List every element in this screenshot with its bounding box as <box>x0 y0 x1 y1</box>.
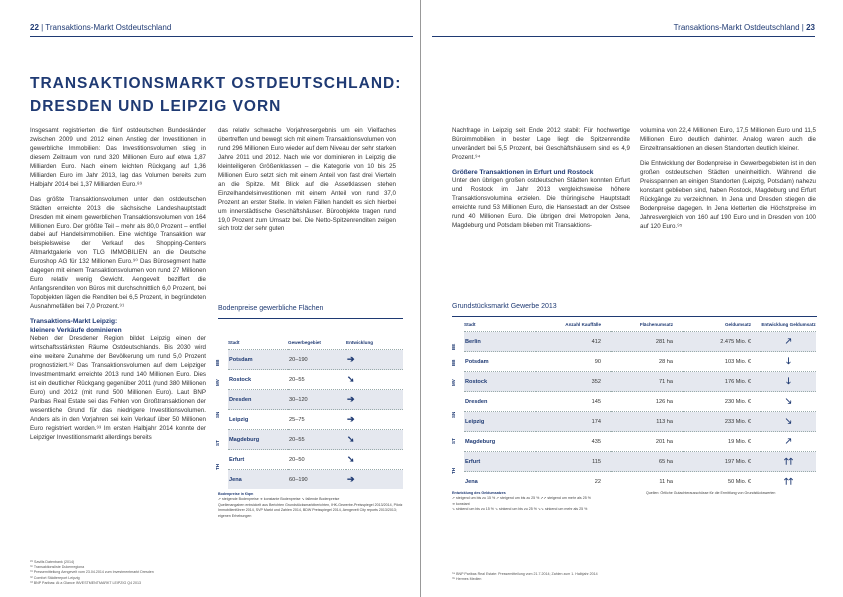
state-label: SN <box>215 411 220 418</box>
footnote: ⁹² Comfort Städtereport Leipzig <box>30 575 80 580</box>
footnote: ⁹³ BNP Paribas: At a Glance INVESTMENTMARKT LEIPZIG Q4 2013 <box>30 580 142 585</box>
paragraph: Das größte Transaktionsvolumen unter den ostdeutschen Städten erreichte 2013 die sächsische Landeshauptstadt Dresden mit einem gewerblichen Transaktionsvolumen von 164 Millionen Euro. Der größte Teil – mehr als 80,0 Prozent – entfiel dabei auf Handelsimmobilien. Eine wichtige Transaktion war beispielsweise der Verkauf des Shopping-Centers Altmarktgalerie von TLG IMMOBILIEN an die Deutsche Euroshop AG für 132 Millionen Euro.⁹⁰ Das Bürosegment hatte dagegen mit einem Transaktionsvolumen von rund 27 Millionen Euro relativ wenig Gewicht. Aengevelt beziffert die Anfangsrenditen von Büros mit durchschnittlich 6,0 Prozent, bei Topobjekten lägen die Renditen bei 6,5 Prozent, in begründeten Ausnahmefällen bei 7,0 Prozent.⁹¹ <box>30 195 206 311</box>
legend-line: ➚ steigend um bis zu 15 % ➚ steigend um bis zu 25 % ➚➚ steigend um mehr als 25 % <box>452 496 591 501</box>
state-label: BE <box>451 343 456 350</box>
footnotes <box>452 572 652 582</box>
page-title <box>30 72 410 118</box>
paragraph: Nachfrage in Leipzig seit Ende 2012 stabil: Für hochwertige Büroimmobilien in bester Lage liegt die Spitzenrendite unverändert bei 5,5 Prozent, bei Geschäftshäusern sind es 4,9 Prozent.⁹⁴ <box>452 127 630 161</box>
table-row: Berlin 412 281 ha 2.475 Mio. € 🡕 <box>464 332 816 352</box>
trend-arrow-icon: 🡑🡑 <box>783 456 794 466</box>
trend-arrow-icon: 🡖 <box>785 416 792 426</box>
legend-title: Bodenpreise in €/qm <box>218 492 254 496</box>
right-header-title: Transaktions-Markt Ostdeutschland <box>673 23 800 32</box>
col-header: Gewerbegebiet <box>288 340 321 345</box>
table-row: Rostock 20–55 ➘ <box>228 370 403 390</box>
subheading: Transaktions-Markt Leipzig: kleinere Verkäufe dominieren <box>30 318 122 334</box>
paragraph: Neben der Dresdener Region bildet Leipzig einen der wirtschaftsstärksten Räume Ostdeutschlands. Bis 2030 wird eine weitere Zunahme der Bevölkerung um rund 5,0 Prozent prognostiziert.⁹² Das Transaktionsvolumen auf dem Leipziger Investmentmarkt erreichte 2013 rund 140 Millionen Euro. Dies ist ein deutlicher Rückgang gegenüber 2011 (rund 380 Millionen Euro) und 2012 (mit rund 500 Millionen Euro). Laut BNP Paribas Real Estate sei das Fehlen von Großtransaktionen der wesentliche Grund für das niedrigere Investitionsvolumen. Anders als in den Vorjahren sei kein Verkauf über 50 Millionen Euro registriert worden.⁹³ Im ersten Halbjahr 2014 konnte der Leipziger Investitionsmarkt allerdings bereits <box>30 335 206 441</box>
state-label: MV <box>451 379 456 386</box>
table-row: Rostock 352 71 ha 176 Mio. € 🡓 <box>464 372 816 392</box>
right-column-1 <box>452 127 630 237</box>
table-row: Magdeburg 435 201 ha 19 Mio. € 🡕 <box>464 432 816 452</box>
trend-arrow-icon: 🡓 <box>786 376 791 386</box>
col-header: Flächenumsatz <box>639 322 673 327</box>
paragraph: Die Entwicklung der Bodenpreise in Gewerbegebieten ist in den großen ostdeutschen Städten uneinheitlich. Während die Preisspannen an einigen Standorten (Leipzig, Potsdam) nahezu konstant geblieben sind, haben Rostock, Magdeburg und Erfurt Rückgänge zu verzeichnen. In Jena und Dresden stiegen die Bodenpreise dagegen. In Jena kletterten die Höchstpreise im Jahresvergleich von 160 auf 190 Euro und in Dresden von 100 auf 120 Euro.⁹⁵ <box>640 159 816 230</box>
legend-items: ➚ steigende Bodenpreise ➔ konstante Bodenpreise ➘ fallende Bodenpreise <box>218 497 340 502</box>
footnotes <box>30 560 210 586</box>
table-row: Potsdam 90 28 ha 103 Mio. € 🡓 <box>464 352 816 372</box>
state-label: SN <box>451 411 456 418</box>
table-rule <box>452 316 817 317</box>
table-row: Leipzig 174 113 ha 233 Mio. € 🡖 <box>464 412 816 432</box>
trend-arrow-icon: 🡕 <box>785 336 792 346</box>
trend-arrow-icon: ➘ <box>347 434 355 444</box>
left-header-title: Transaktions-Markt Ostdeutschland <box>45 23 172 32</box>
paragraph: das relativ schwache Vorjahresergebnis um ein Vielfaches übertreffen und bewegt sich mit einem Transaktionsvolumen von rund 296 Millionen Euro wieder auf dem Niveau der sehr starken Jahre 2011 und 2012. Nach wie vor dominieren in Leipzig die kleinteiligeren Größenklassen – die Kategorie von 10 bis 25 Millionen Euro setzt sich mit einem Anteil von fast drei Vierteln an die Spitze. Mit Blick auf die Assetklassen stehen Einzelhandelsinvestitionen mit einem Anteil von rund 37,0 Prozent an erster Stelle. In vielen Fällen handelt es sich hierbei um innerstädtische Geschäftshäuser. Büroobjekte tragen rund 19,0 Prozent zum Umsatz bei. Die Netto-Spitzenrenditen zeigen sich trotz der sehr guten <box>218 127 396 233</box>
left-running-header: 22 | Transaktions-Markt Ostdeutschland <box>30 23 172 32</box>
table-source: Quellen: Örtliche Gutachterausschüsse für die Ermittlung von Grundstückswerten <box>646 491 776 495</box>
state-label: BB <box>451 359 456 366</box>
trend-arrow-icon: ➔ <box>347 414 355 424</box>
footnote: ⁸⁹ Savills Datenbank (2014) <box>30 560 75 564</box>
trend-arrow-icon: ➘ <box>347 374 355 384</box>
col-header: Stadt <box>464 322 476 327</box>
right-column-2 <box>640 127 816 237</box>
right-page <box>422 0 843 597</box>
table-source: Quellenangaben entwickelt aus Berichten Grundstücksmarktberichten, IHK-Gewerbe-Preisspiegel 2013/2014, Pilotz Immobilienführer 2014, SVP Markt und Zahlen 2014, BDW Preisspiegel 2014, Aengevelt City reports 2013/2013; eigenen Erhebungen <box>218 502 403 518</box>
footnote: ⁹⁴ BNP Paribas Real Estate: Pressemitteilung vom 21.7.2014; Zahlen zum 1. Halbjahr 2014 <box>452 572 598 576</box>
table-row: Potsdam 20–190 ➔ <box>228 350 403 370</box>
title-line-2: DRESDEN UND LEIPZIG VORN <box>30 98 282 115</box>
left-header-rule <box>30 36 413 37</box>
right-header-rule <box>432 36 815 37</box>
table-row: Dresden 145 126 ha 230 Mio. € 🡖 <box>464 392 816 412</box>
trend-arrow-icon: ➔ <box>347 354 355 364</box>
left-page <box>0 0 421 597</box>
paragraph: Insgesamt registrierten die fünf ostdeutschen Bundesländer zwischen 2009 und 2012 einen Anstieg der Investitionen in gewerbliche Immobilien: Das Investitionsvolumen stieg in diesem Zeitraum von rund 320 Millionen Euro auf etwa 1,87 Milliarden Euro. Nach einem leichten Rückgang auf 1,36 Milliarden Euro im Jahr 2013, lag das Volumen bereits zum Halbjahr 2014 bei 1,37 Milliarden Euro.⁸⁹ <box>30 127 206 188</box>
footnote: ⁹¹ Pressemitteilung Aengevelt vom 23.04.2014 zum Investmentmarkt Dresden <box>30 570 154 575</box>
col-header: Entwicklung <box>346 340 374 345</box>
paragraph: Unter den übrigen großen ostdeutschen Städten konnten Erfurt und Rostock im Jahr 2013 vergleichsweise höhere Transaktionsvolumina erzielen. Die thüringische Hauptstadt erreichte rund 53 Millionen Euro, die Hansestadt an der Ostsee rund 40 Millionen Euro. Die übrigen drei Metropolen Jena, Magdeburg und Potsdam blieben mit Transaktions- <box>452 177 630 230</box>
right-page-number: 23 <box>806 23 815 32</box>
footnote: ⁹⁰ Transaktionsliste Dukenregiona <box>30 565 85 570</box>
table-row: Jena 60–190 ➔ <box>228 470 403 490</box>
land-market-table <box>464 322 816 491</box>
land-prices-table <box>228 340 403 489</box>
trend-arrow-icon: ➔ <box>347 394 355 404</box>
table-row: Erfurt 20–50 ➘ <box>228 450 403 470</box>
left-page-number: 22 <box>30 23 39 32</box>
col-header: Geldumsatz <box>724 322 751 327</box>
legend-line: ➔ konstant <box>452 501 470 506</box>
right-running-header: Transaktions-Markt Ostdeutschland | 23 <box>673 23 815 32</box>
table-rule <box>218 318 403 319</box>
land-prices-table-title: Bodenpreise gewerbliche Flächen <box>218 305 324 312</box>
land-market-table-title: Grundstücksmarkt Gewerbe 2013 <box>452 303 557 310</box>
table-legend <box>218 492 403 519</box>
table-row: Leipzig 25–75 ➔ <box>228 410 403 430</box>
state-label: ST <box>451 438 456 444</box>
left-column-1 <box>30 127 206 449</box>
legend-line: ➘ sinkend um bis zu 15 % ➘ sinkend um bis zu 25 % ➘➘ sinkend um mehr als 25 % <box>452 507 588 512</box>
trend-arrow-icon: 🡕 <box>785 436 792 446</box>
col-header: Stadt <box>228 340 240 345</box>
subheading: Größere Transaktionen in Erfurt und Rostock <box>452 168 594 176</box>
table-row: Magdeburg 20–55 ➘ <box>228 430 403 450</box>
left-column-2 <box>218 127 396 240</box>
trend-arrow-icon: 🡑🡑 <box>783 476 794 486</box>
trend-arrow-icon: ➘ <box>347 454 355 464</box>
paragraph: volumina von 22,4 Millionen Euro, 17,5 Millionen Euro und 11,5 Millionen Euro deutlich dahinter. Analog waren auch die Einzeltransaktionen an diesen Standorten deutlich kleiner. <box>640 127 816 152</box>
col-header: Entwicklung Geldumsatz <box>761 322 816 327</box>
table-row: Dresden 30–120 ➔ <box>228 390 403 410</box>
state-label: ST <box>215 440 220 446</box>
trend-arrow-icon: 🡖 <box>785 396 792 406</box>
state-label: TH <box>215 464 220 470</box>
state-label: TH <box>451 468 456 474</box>
state-label: MV <box>215 379 220 386</box>
table-row: Jena 22 11 ha 50 Mio. € 🡑🡑 <box>464 472 816 492</box>
footnote: ⁹⁵ Hermes Medien <box>452 577 482 582</box>
state-label: BB <box>215 359 220 366</box>
legend-title: Entwicklung des Geldumsatzes <box>452 491 506 495</box>
table-legend <box>452 491 642 513</box>
table-row: Erfurt 115 65 ha 197 Mio. € 🡑🡑 <box>464 452 816 472</box>
trend-arrow-icon: ➔ <box>347 474 355 484</box>
trend-arrow-icon: 🡓 <box>786 356 791 366</box>
title-line-1: TRANSAKTIONSMARKT OSTDEUTSCHLAND: <box>30 75 402 92</box>
col-header: Anzahl Kauffälle <box>565 322 601 327</box>
